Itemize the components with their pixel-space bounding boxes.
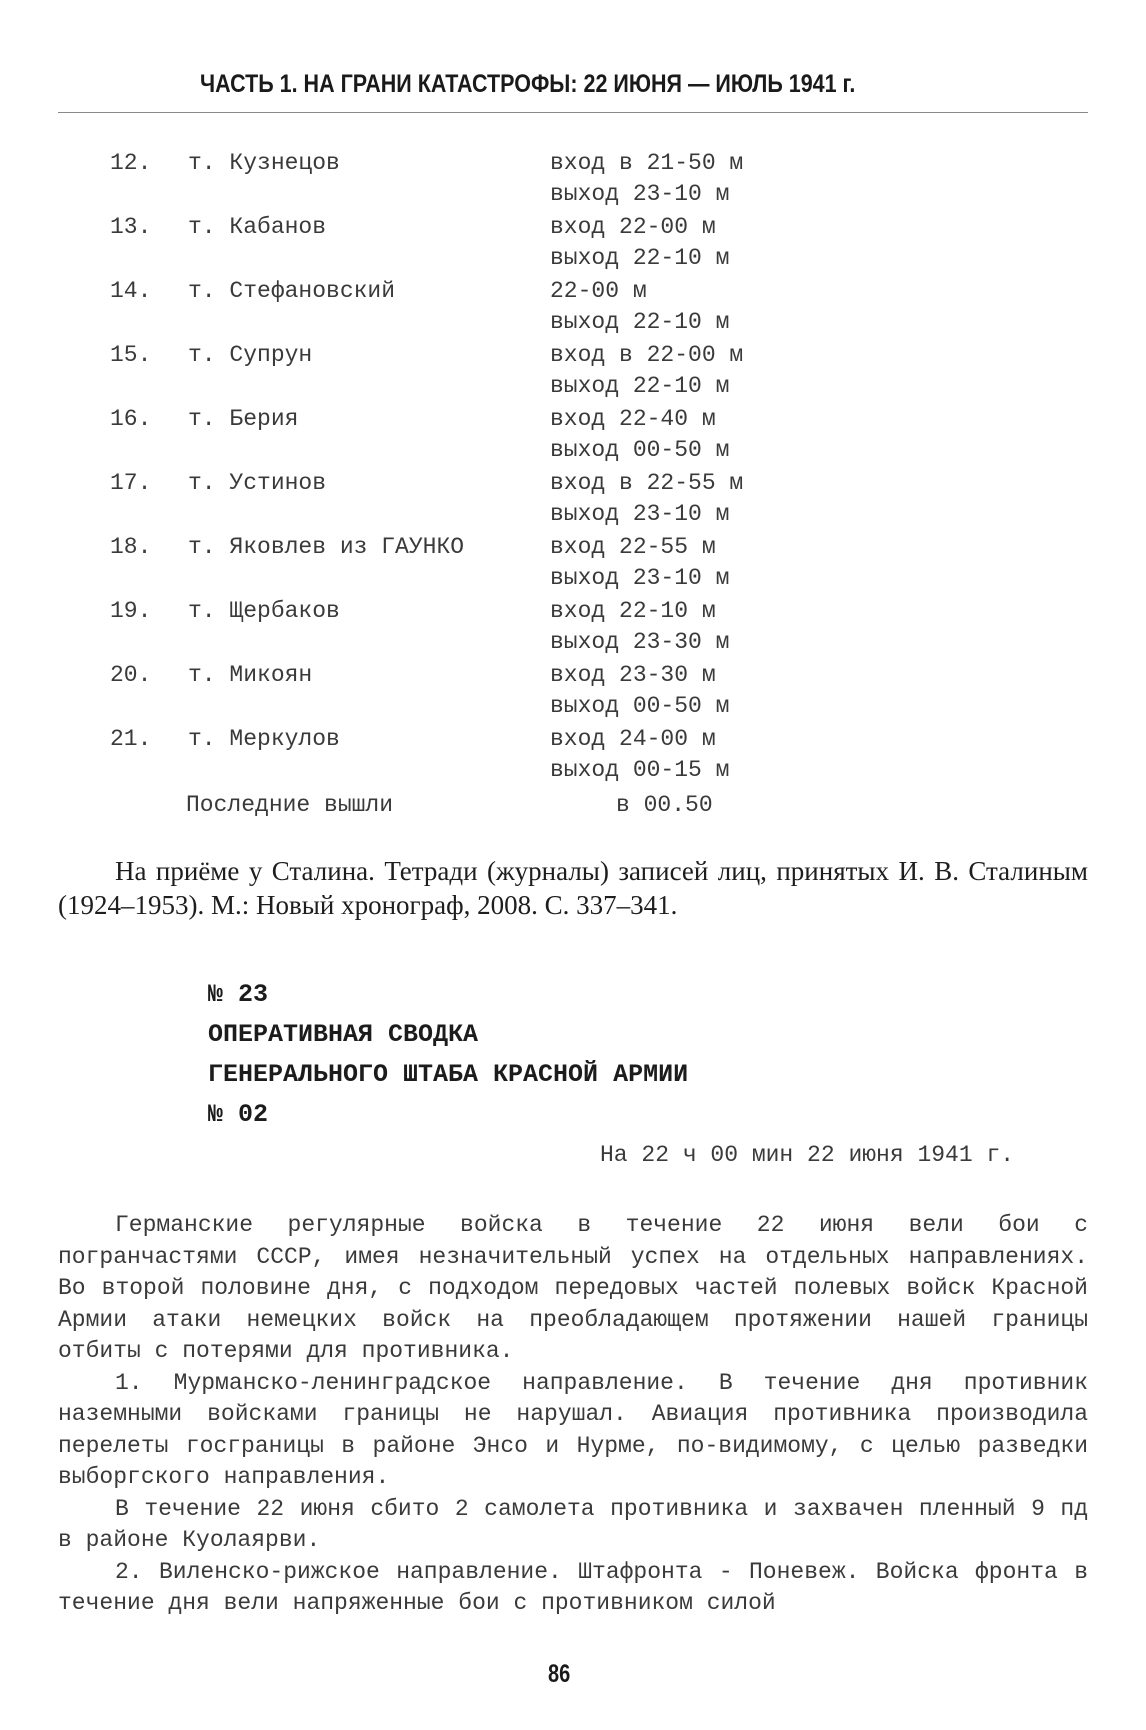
entry-number: 13. xyxy=(110,214,152,240)
entry-time-in: вход в 22-55 м xyxy=(550,470,744,496)
body-paragraph: 2. Виленско-рижское направление. Штафронта - Поневеж. Войска фронта в течение дня вели напряженные бои с противником силой xyxy=(58,1558,1088,1616)
document-title-line-2: ГЕНЕРАЛЬНОГО ШТАБА КРАСНОЙ АРМИИ xyxy=(208,1060,689,1089)
entry-name: т. Меркулов xyxy=(188,726,340,752)
entry-name: т. Кузнецов xyxy=(188,150,340,176)
entry-name: т. Берия xyxy=(188,406,299,432)
entry-time-out: выход 00-50 м xyxy=(550,693,730,719)
entry-time-in: 22-00 м xyxy=(550,278,647,304)
visitor-list xyxy=(110,150,910,790)
entry-number: 17. xyxy=(110,470,152,496)
entry-number: 14. xyxy=(110,278,152,304)
entry-number: 21. xyxy=(110,726,152,752)
page-number: 86 xyxy=(548,1660,571,1688)
entry-time-in: вход 22-55 м xyxy=(550,534,716,560)
entry-name: т. Яковлев из ГАУНКО xyxy=(188,534,465,560)
document-subnumber: № 02 xyxy=(208,1100,269,1129)
list-item xyxy=(110,342,910,406)
list-item xyxy=(110,726,910,790)
list-item xyxy=(110,470,910,534)
entry-number: 20. xyxy=(110,662,152,688)
entry-time-in: вход 23-30 м xyxy=(550,662,716,688)
list-item xyxy=(110,406,910,470)
last-exit-row xyxy=(186,792,713,818)
document-body xyxy=(58,1210,1088,1620)
entry-name: т. Кабанов xyxy=(188,214,327,240)
list-item xyxy=(110,662,910,726)
entry-time-out: выход 00-50 м xyxy=(550,437,730,463)
document-heading xyxy=(208,975,688,1135)
entry-time-in: вход 22-00 м xyxy=(550,214,716,240)
entry-time-in: вход 24-00 м xyxy=(550,726,716,752)
entry-number: 19. xyxy=(110,598,152,624)
list-item xyxy=(110,534,910,598)
entry-name: т. Микоян xyxy=(188,662,313,688)
document-number: № 23 xyxy=(208,980,269,1009)
entry-time-in: вход в 22-00 м xyxy=(550,342,744,368)
body-paragraph: Германские регулярные войска в течение 22 июня вели бои с погранчастями СССР, имея незначительный успех на отдельных направлениях. Во второй половине дня, с подходом передовых частей полевых войск Красной Армии атаки немецких войск на преобладающем протяжении нашей границы отбиты с потерями для противника. xyxy=(58,1212,1088,1364)
entry-number: 16. xyxy=(110,406,152,432)
last-exit-label: Последние вышли xyxy=(186,792,394,818)
entry-number: 15. xyxy=(110,342,152,368)
entry-name: т. Стефановский xyxy=(188,278,396,304)
body-paragraph: 1. Мурманско-ленинградское направление. В течение дня противник наземными войсками границы не нарушал. Авиация противника производила перелеты госграницы в районе Энсо и Нурме, по-видимому, с целью разведки выборгского направления. xyxy=(58,1369,1088,1490)
entry-name: т. Щербаков xyxy=(188,598,340,624)
document-date: На 22 ч 00 мин 22 июня 1941 г. xyxy=(600,1142,1015,1168)
source-citation: На приёме у Сталина. Тетради (журналы) записей лиц, принятых И. В. Сталиным (1924–1953). М.: Новый хронограф, 2008. С. 337–341. xyxy=(58,856,1088,920)
entry-time-out: выход 22-10 м xyxy=(550,309,730,335)
list-item xyxy=(110,214,910,278)
entry-time-out: выход 23-30 м xyxy=(550,629,730,655)
entry-time-in: вход 22-40 м xyxy=(550,406,716,432)
running-header: ЧАСТЬ 1. НА ГРАНИ КАТАСТРОФЫ: 22 ИЮНЯ — ИЮЛЬ 1941 г. xyxy=(200,70,856,98)
entry-time-in: вход в 21-50 м xyxy=(550,150,744,176)
entry-name: т. Супрун xyxy=(188,342,313,368)
list-item xyxy=(110,150,910,214)
entry-time-out: выход 22-10 м xyxy=(550,245,730,271)
list-item xyxy=(110,278,910,342)
last-exit-time: в 00.50 xyxy=(616,792,713,818)
entry-time-out: выход 00-15 м xyxy=(550,757,730,783)
entry-time-out: выход 23-10 м xyxy=(550,565,730,591)
entry-time-out: выход 22-10 м xyxy=(550,373,730,399)
list-item xyxy=(110,598,910,662)
entry-name: т. Устинов xyxy=(188,470,327,496)
entry-time-in: вход 22-10 м xyxy=(550,598,716,624)
entry-time-out: выход 23-10 м xyxy=(550,501,730,527)
entry-number: 12. xyxy=(110,150,152,176)
header-divider xyxy=(58,112,1088,113)
entry-number: 18. xyxy=(110,534,152,560)
document-title-line-1: ОПЕРАТИВНАЯ СВОДКА xyxy=(208,1020,479,1049)
body-paragraph: В течение 22 июня сбито 2 самолета противника и захвачен пленный 9 пд в районе Куолаярви. xyxy=(58,1495,1088,1553)
entry-time-out: выход 23-10 м xyxy=(550,181,730,207)
